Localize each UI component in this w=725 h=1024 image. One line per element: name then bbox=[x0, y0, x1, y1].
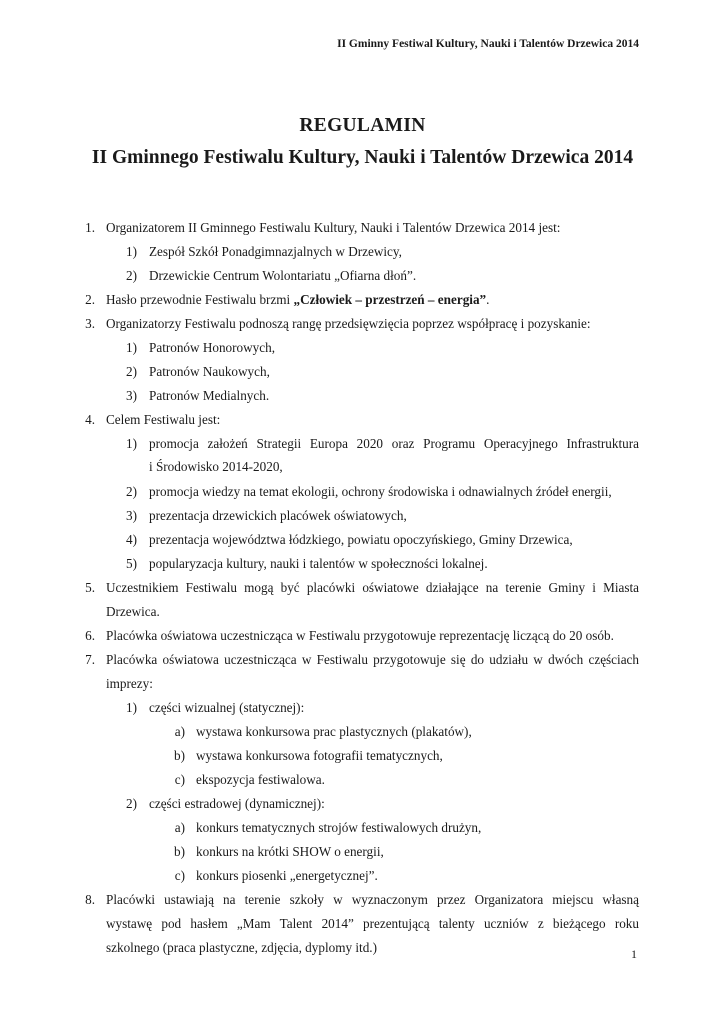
paragraph-text: Celem Festiwalu jest: bbox=[106, 412, 221, 427]
paragraph-text: Placówka oświatowa uczestnicząca w Festiwalu przygotowuje się do udziału w dwóch częściach bbox=[106, 652, 639, 667]
paragraph-text: imprezy: bbox=[106, 676, 153, 691]
sub-item-text: ekspozycja festiwalowa. bbox=[196, 772, 325, 787]
paragraph-text: Placówka oświatowa uczestnicząca w Festiwalu przygotowuje reprezentację liczącą do 20 osób. bbox=[106, 628, 614, 643]
paragraph-text: Organizatorem II Gminnego Festiwalu Kultury, Nauki i Talentów Drzewica 2014 jest: bbox=[106, 220, 561, 235]
item-number: 3) bbox=[126, 508, 137, 523]
item-number: 2) bbox=[126, 796, 137, 811]
item-text: prezentacja województwa łódzkiego, powiatu opoczyńskiego, Gminy Drzewica, bbox=[149, 532, 573, 547]
paragraph-number: 1. bbox=[85, 220, 95, 235]
paragraph-text: Drzewica. bbox=[106, 604, 160, 619]
sub-item-letter: b) bbox=[174, 844, 185, 859]
paragraph-text: Uczestnikiem Festiwalu mogą być placówki oświatowe działające na terenie Gminy i Miasta bbox=[106, 580, 639, 595]
paragraph-text bbox=[106, 292, 489, 308]
sub-item-letter: a) bbox=[174, 724, 185, 739]
item-number: 2) bbox=[126, 484, 137, 499]
item-number: 2) bbox=[126, 268, 137, 283]
item-number: 1) bbox=[126, 244, 137, 259]
sub-item-letter: b) bbox=[174, 748, 185, 763]
paragraph-number: 4. bbox=[85, 412, 95, 427]
paragraph-number: 3. bbox=[85, 316, 95, 331]
item-number: 1) bbox=[126, 436, 137, 451]
item-number: 1) bbox=[126, 340, 137, 355]
paragraph-text: Placówki ustawiają na terenie szkoły w wyznaczonym przez Organizatora miejscu własną bbox=[106, 892, 639, 907]
item-text: i Środowisko 2014-2020, bbox=[149, 459, 283, 474]
running-header: II Gminny Festiwal Kultury, Nauki i Talentów Drzewica 2014 bbox=[337, 38, 639, 50]
item-text: części estradowej (dynamicznej): bbox=[149, 796, 325, 811]
text-after-motto: . bbox=[486, 292, 490, 307]
sub-item-letter: c) bbox=[174, 868, 185, 883]
item-text: Patronów Honorowych, bbox=[149, 340, 275, 355]
item-number: 1) bbox=[126, 700, 137, 715]
paragraph-number: 7. bbox=[85, 652, 95, 667]
festival-motto: „Człowiek – przestrzeń – energia” bbox=[293, 292, 487, 307]
sub-item-letter: a) bbox=[174, 820, 185, 835]
sub-item-letter: c) bbox=[174, 772, 185, 787]
page-number: 1 bbox=[631, 947, 637, 961]
item-text: promocja wiedzy na temat ekologii, ochrony środowiska i odnawialnych źródeł energii, bbox=[149, 484, 612, 499]
item-text: promocja założeń Strategii Europa 2020 oraz Programu Operacyjnego Infrastruktura bbox=[149, 436, 639, 451]
item-text: popularyzacja kultury, nauki i talentów w społeczności lokalnej. bbox=[149, 556, 488, 571]
text-before-motto: Hasło przewodnie Festiwalu brzmi bbox=[106, 292, 294, 307]
sub-item-text: konkurs na krótki SHOW o energii, bbox=[196, 844, 384, 859]
item-number: 5) bbox=[126, 556, 137, 571]
paragraph-text: Organizatorzy Festiwalu podnoszą rangę przedsięwzięcia poprzez współpracę i pozyskanie: bbox=[106, 316, 591, 331]
item-text: Zespół Szkół Ponadgimnazjalnych w Drzewicy, bbox=[149, 244, 402, 259]
paragraph-number: 2. bbox=[85, 292, 95, 307]
item-text: prezentacja drzewickich placówek oświatowych, bbox=[149, 508, 407, 523]
item-number: 4) bbox=[126, 532, 137, 547]
sub-item-text: wystawa konkursowa prac plastycznych (plakatów), bbox=[196, 724, 472, 739]
item-text: Drzewickie Centrum Wolontariatu „Ofiarna dłoń”. bbox=[149, 268, 417, 283]
paragraph-text: szkolnego (praca plastyczne, zdjęcia, dyplomy itd.) bbox=[106, 940, 377, 955]
sub-item-text: konkurs piosenki „energetycznej”. bbox=[196, 868, 378, 883]
document-subtitle: II Gminnego Festiwalu Kultury, Nauki i Talentów Drzewica 2014 bbox=[91, 147, 634, 168]
paragraph-number: 6. bbox=[85, 628, 95, 643]
item-number: 2) bbox=[126, 364, 137, 379]
paragraph-number: 5. bbox=[85, 580, 95, 595]
item-text: Patronów Naukowych, bbox=[149, 364, 270, 379]
item-number: 3) bbox=[126, 388, 137, 403]
paragraph-text: wystawę pod hasłem „Mam Talent 2014” prezentującą talenty uczniów z bieżącego roku bbox=[106, 916, 639, 931]
sub-item-text: wystawa konkursowa fotografii tematycznych, bbox=[196, 748, 443, 763]
item-text: części wizualnej (statycznej): bbox=[149, 700, 305, 715]
sub-item-text: konkurs tematycznych strojów festiwalowych drużyn, bbox=[196, 820, 482, 835]
paragraph-number: 8. bbox=[85, 892, 95, 907]
item-text: Patronów Medialnych. bbox=[149, 388, 270, 403]
document-title: REGULAMIN bbox=[299, 115, 426, 136]
